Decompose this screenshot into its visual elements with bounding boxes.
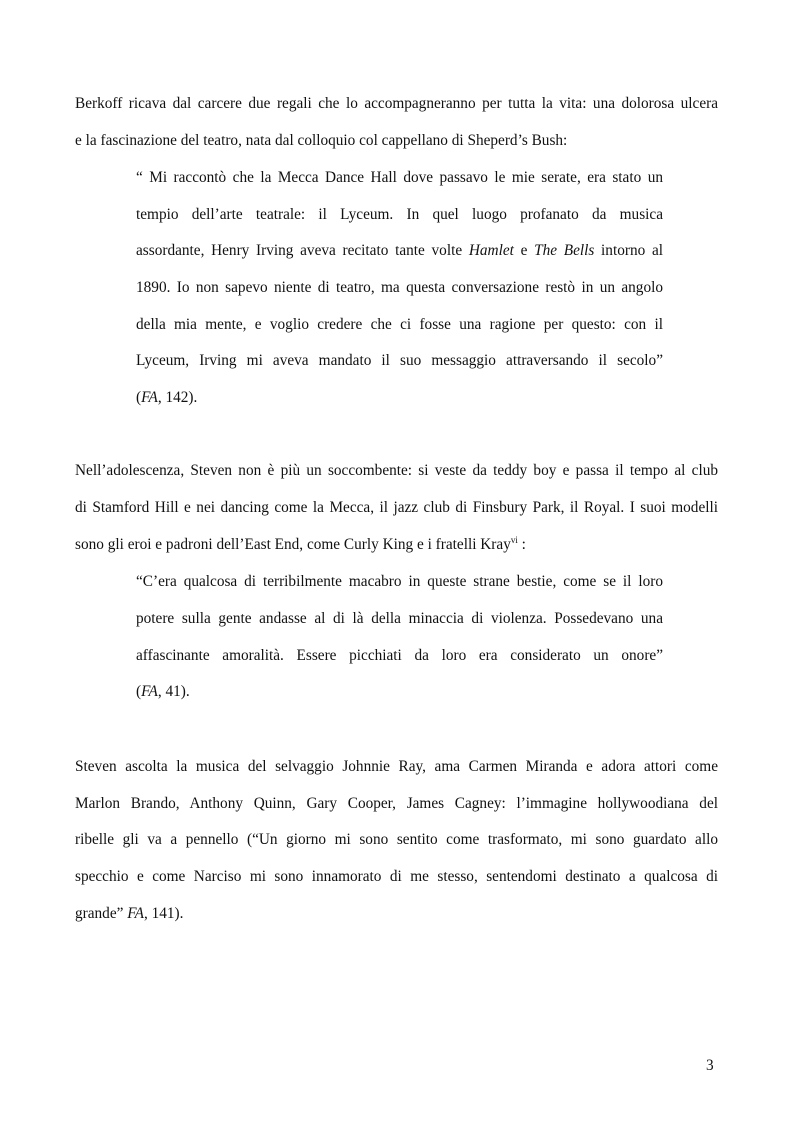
quote1-line1: “ Mi raccontò che la Mecca Dance Hall dove passavo le mie serate, era stato un <box>136 169 663 186</box>
quote2-citation <box>136 683 663 701</box>
quote2-line3: affascinante amoralità. Essere picchiati da loro era considerato un onore” <box>136 647 663 664</box>
citation-paren: ( <box>136 683 142 700</box>
quote2-line2: potere sulla gente andasse al di là della minaccia di violenza. Possedevano una <box>136 610 663 627</box>
quote1-text: assordante, Henry Irving aveva recitato tante volte <box>136 242 469 259</box>
quote1-line4: 1890. Io non sapevo niente di teatro, ma questa conversazione restò in un angolo <box>136 279 663 296</box>
para3-line5 <box>75 905 718 923</box>
citation-source: FA <box>141 389 158 406</box>
quote1-line6: Lyceum, Irving mi aveva mandato il suo messaggio attraversando il secolo” <box>136 352 663 369</box>
para1-line2: e la fascinazione del teatro, nata dal colloquio col cappellano di Sheperd’s Bush: <box>75 132 568 149</box>
para3-line2: Marlon Brando, Anthony Quinn, Gary Cooper, James Cagney: l’immagine hollywoodiana del <box>75 795 718 812</box>
title-the-bells: The Bells <box>534 242 595 259</box>
title-hamlet: Hamlet <box>468 242 514 259</box>
para3-line1: Steven ascolta la musica del selvaggio Johnnie Ray, ama Carmen Miranda e adora attori come <box>75 758 718 775</box>
quote1-line2: tempio dell’arte teatrale: il Lyceum. In quel luogo profanato da musica <box>136 206 663 223</box>
citation-source: FA <box>127 905 144 922</box>
para2-line3 <box>75 536 718 554</box>
quote1-text: intorno al <box>594 242 663 259</box>
quote1-citation <box>136 389 663 407</box>
para3-line4: specchio e come Narciso mi sono innamorato di me stesso, sentendomi destinato a qualcosa di <box>75 868 718 885</box>
para2-line2: di Stamford Hill e nei dancing come la Mecca, il jazz club di Finsbury Park, il Royal. I suoi modelli <box>75 499 718 516</box>
citation-page: , 142). <box>157 389 198 406</box>
para2-text: : <box>517 536 526 553</box>
citation-source: FA <box>141 683 158 700</box>
page-number: 3 <box>706 1057 714 1074</box>
footnote-marker: vi <box>510 535 518 545</box>
para3-line3: ribelle gli va a pennello (“Un giorno mi sono sentito come trasformato, mi sono guardato allo <box>75 831 718 848</box>
para2-text: sono gli eroi e padroni dell’East End, come Curly King e i fratelli Kray <box>75 536 511 553</box>
quote1-text: e <box>513 242 535 259</box>
citation-page: , 41). <box>157 683 190 700</box>
quote2-line1: “C’era qualcosa di terribilmente macabro in queste strane bestie, come se il loro <box>136 573 663 590</box>
citation-paren: ( <box>136 389 142 406</box>
para3-text: grande” <box>75 905 128 922</box>
citation-page: , 141). <box>143 905 184 922</box>
para1-line1: Berkoff ricava dal carcere due regali che lo accompagneranno per tutta la vita: una dolorosa ulcera <box>75 95 718 112</box>
quote1-line3 <box>136 242 663 260</box>
para2-line1: Nell’adolescenza, Steven non è più un soccombente: si veste da teddy boy e passa il tempo al club <box>75 462 718 479</box>
quote1-line5: della mia mente, e voglio credere che ci fosse una ragione per questo: con il <box>136 316 663 333</box>
